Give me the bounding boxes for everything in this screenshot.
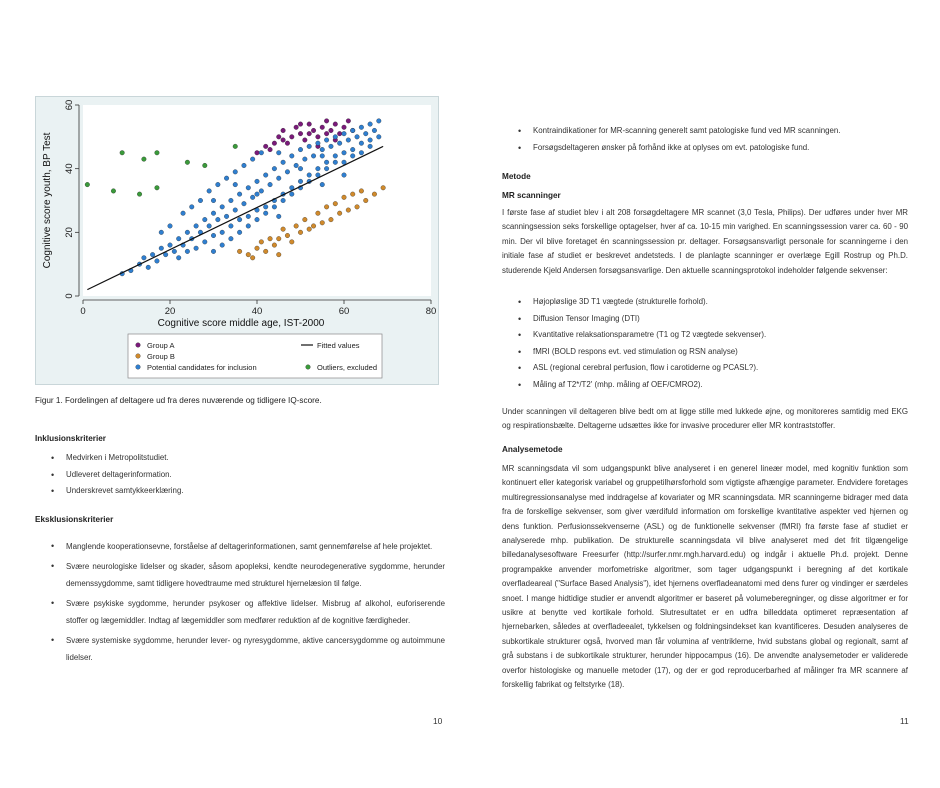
data-point (294, 224, 299, 229)
y-tick-label: 0 (64, 293, 75, 299)
data-point (368, 122, 373, 127)
data-point (363, 131, 368, 136)
chart-legend (128, 334, 382, 378)
data-point (372, 192, 377, 197)
data-point (216, 217, 221, 222)
analysis-heading: Analysemetode (502, 445, 563, 454)
data-point (350, 192, 355, 197)
sequence-item: • ASL (regional cerebral perfusion, flow i carotiderne og PCASL?). (502, 360, 902, 377)
data-point (168, 224, 173, 229)
data-point (329, 217, 334, 222)
data-point (281, 198, 286, 203)
data-point (255, 179, 260, 184)
data-point (333, 122, 338, 127)
exclusion-item: • Svære neurologiske lidelser og skader, såsom apopleksi, kendte neurodegenerative sygdomme, herunder demenssygdomme, samt tidligere hovedtraume med strukturel hjernelæsion til følge. (35, 558, 445, 592)
data-point (250, 157, 255, 162)
legend-label: Fitted values (317, 341, 360, 350)
data-point (263, 211, 268, 216)
x-tick-label: 80 (425, 306, 437, 317)
data-point (237, 192, 242, 197)
data-point (276, 135, 281, 140)
data-point (259, 150, 264, 155)
data-point (333, 160, 338, 165)
data-point (242, 163, 247, 168)
scan-paragraph: Under scanningen vil deltageren blive bedt om at ligge stille med lukkede øjne, og monitoreres samtidig med EKG og respirationsbælte. Deltagerne udsættes ikke for invasive procedurer eller MR kontraststoffer. (502, 407, 908, 431)
method-heading: Metode (502, 172, 531, 181)
data-point (276, 150, 281, 155)
data-point (359, 141, 364, 146)
data-point (298, 122, 303, 127)
data-point (320, 125, 325, 130)
data-point (342, 131, 347, 136)
data-point (211, 211, 216, 216)
data-point (320, 220, 325, 225)
data-point (316, 211, 321, 216)
x-tick-label: 40 (251, 306, 263, 317)
sequence-item: • Kvantitative relaksationsparametre (T1 og T2 vægtede sekvenser). (502, 327, 902, 344)
data-point (246, 185, 251, 190)
data-point (220, 205, 225, 210)
data-point (189, 205, 194, 210)
data-point (250, 195, 255, 200)
data-point (237, 249, 242, 254)
page-number-right: 11 (900, 716, 909, 726)
data-point (298, 166, 303, 171)
data-point (368, 138, 373, 143)
contraindication-item: • Forsøgsdeltageren ønsker på forhånd ikke at oplyses om evt. patologiske fund. (502, 140, 902, 157)
data-point (320, 154, 325, 159)
data-point (337, 141, 342, 146)
data-point (355, 205, 360, 210)
data-point (294, 163, 299, 168)
legend-point-swatch (136, 365, 141, 370)
data-point (272, 166, 277, 171)
data-point (276, 252, 281, 257)
data-point (146, 265, 151, 270)
data-point (137, 192, 142, 197)
data-point (224, 214, 229, 219)
y-tick-label: 60 (64, 99, 75, 111)
data-point (181, 211, 186, 216)
data-point (324, 138, 329, 143)
data-point (194, 246, 199, 251)
data-point (203, 217, 208, 222)
exclusion-heading: Eksklusionskriterier (35, 515, 114, 524)
scatter-chart-svg (36, 97, 438, 384)
scatter-chart (35, 96, 439, 385)
sequence-item: • Højopløslige 3D T1 vægtede (strukturelle forhold). (502, 294, 902, 311)
y-tick-label: 20 (64, 227, 75, 238)
exclusion-list (35, 538, 445, 669)
data-point (363, 198, 368, 203)
data-point (255, 192, 260, 197)
inclusion-item: • Udleveret deltagerinformation. (35, 467, 435, 484)
data-point (211, 198, 216, 203)
data-point (150, 252, 155, 257)
data-point (246, 214, 251, 219)
data-point (298, 230, 303, 235)
legend-point-swatch (306, 365, 311, 370)
data-point (307, 122, 312, 127)
exclusion-item: • Svære systemiske sygdomme, herunder lever- og nyresygdomme, aktive cancersygdomme og autoimmune lidelser. (35, 632, 445, 666)
data-point (142, 157, 147, 162)
data-point (255, 217, 260, 222)
data-point (255, 150, 260, 155)
data-point (359, 125, 364, 130)
data-point (333, 135, 338, 140)
data-point (337, 211, 342, 216)
sequence-item: • Måling af T2*/T2' (mhp. måling af OEF/CMRO2). (502, 377, 902, 394)
sequence-item: • Diffusion Tensor Imaging (DTI) (502, 311, 902, 328)
data-point (207, 224, 212, 229)
exclusion-item: • Manglende kooperationsevne, forståelse af deltagerinformationen, samt gennemførelse af hele projektet. (35, 538, 445, 555)
data-point (324, 131, 329, 136)
figure-caption: Figur 1. Fordelingen af deltagere ud fra deres nuværende og tidligere IQ-score. (35, 396, 322, 405)
data-point (111, 189, 116, 194)
data-point (159, 230, 164, 235)
data-point (311, 224, 316, 229)
plot-area (83, 105, 431, 296)
data-point (303, 217, 308, 222)
data-point (276, 214, 281, 219)
legend-label: Group A (147, 341, 175, 350)
data-point (281, 227, 286, 232)
inclusion-item: • Medvirken i Metropolitstudiet. (35, 450, 435, 467)
data-point (324, 205, 329, 210)
data-point (233, 170, 238, 175)
contraindication-item: • Kontraindikationer for MR-scanning generelt samt patologiske fund ved MR scanningen. (502, 123, 902, 140)
data-point (285, 170, 290, 175)
data-point (185, 160, 190, 165)
data-point (155, 259, 160, 264)
data-point (272, 205, 277, 210)
data-point (255, 246, 260, 251)
x-tick-label: 60 (338, 306, 350, 317)
data-point (329, 128, 334, 133)
data-point (263, 249, 268, 254)
data-point (350, 154, 355, 159)
data-point (207, 189, 212, 194)
data-point (359, 150, 364, 155)
data-point (155, 185, 160, 190)
data-point (298, 131, 303, 136)
data-point (281, 138, 286, 143)
data-point (176, 256, 181, 261)
data-point (263, 173, 268, 178)
data-point (285, 233, 290, 238)
data-point (303, 138, 308, 143)
data-point (342, 173, 347, 178)
plot-background (83, 105, 431, 296)
data-point (242, 201, 247, 206)
data-point (172, 249, 177, 254)
data-point (342, 150, 347, 155)
data-point (246, 224, 251, 229)
data-point (229, 236, 234, 241)
data-point (220, 243, 225, 248)
y-tick-label: 40 (64, 163, 75, 174)
data-point (268, 147, 273, 152)
sequence-item: • fMRI (BOLD respons evt. ved stimulation og RSN analyse) (502, 344, 902, 361)
data-point (290, 135, 295, 140)
data-point (311, 128, 316, 133)
data-point (203, 240, 208, 245)
inclusion-heading: Inklusionskriterier (35, 434, 106, 443)
data-point (159, 246, 164, 251)
inclusion-list (35, 450, 435, 500)
data-point (285, 141, 290, 146)
data-point (185, 249, 190, 254)
inclusion-item: • Underskrevet samtykkeerklæring. (35, 483, 435, 500)
data-point (233, 208, 238, 213)
data-point (237, 230, 242, 235)
data-point (155, 150, 160, 155)
data-point (229, 224, 234, 229)
data-point (320, 147, 325, 152)
data-point (211, 233, 216, 238)
data-point (333, 201, 338, 206)
data-point (316, 166, 321, 171)
data-point (176, 236, 181, 241)
data-point (224, 176, 229, 181)
data-point (203, 163, 208, 168)
data-point (268, 236, 273, 241)
data-point (229, 198, 234, 203)
exclusion-item: • Svære psykiske sygdomme, herunder psykoser og affektive lidelser. Misbrug af alkohol, euforiserende stoffer og lægemiddler. Indtag af lægemiddler som medfører reduktion af de kognitive færdigheder. (35, 595, 445, 629)
page-number-left: 10 (433, 716, 443, 726)
legend-point-swatch (136, 343, 141, 348)
data-point (346, 208, 351, 213)
data-point (259, 240, 264, 245)
data-point (233, 182, 238, 187)
data-point (290, 192, 295, 197)
data-point (316, 141, 321, 146)
data-point (259, 189, 264, 194)
legend-label: Potential candidates for inclusion (147, 363, 257, 372)
data-point (346, 138, 351, 143)
mr-heading: MR scanninger (502, 191, 561, 200)
data-point (216, 182, 221, 187)
data-point (359, 189, 364, 194)
data-point (168, 243, 173, 248)
data-point (337, 131, 342, 136)
data-point (250, 256, 255, 261)
analysis-paragraph: MR scanningsdata vil som udgangspunkt blive analyseret i en generel lineær model, med kognitiv funktion som kontinuert eller kategorisk variabel og gruppetilhørsforhold som vigtigste afhængige parameter. Endvidere foretages multiregressionsanalyse med inddragelse af kovariater og MR scanningsdata. MR scanningerne bidrager med data fra de forskellige sekvenser, som giver værdifuld information om forskellige kvantitative aspekter ved hjernen og dens funktion. Perfusionssekvenserne (ASL) og de funktionelle sekvenser (fMRI) fra første fase af studiet er analyserede mhp. publikation. De strukturelle scanningsdata vil blive analyseret med det frit tilgængelige billedanalysesoftware Freesurfer (http://surfer.nmr.mgh.harvard.edu) og indgår i aktuelle Ph.d. projekt. Denne programpakke anvender morfometriske algoritmer, som tager udgangspunkt i beregning af det kortikale overfladeareal ("Surface Based Analysis"), idet hjernens overfladeanatomi med dens furer og vindinger er særdeles snoet. I mange hidtidige studier er anvendt algoritmer er baseret på volumeberegninger, og disse algoritmer er for usikre at benytte ved kortikale forhold. Slutresultatet er en udfra billeddata optimeret repræsentation af hjernebarken, således at overfladeealet, tykkelsen og foldningsindekset kan kvantificeres. Desuden analyseres de subkortikale strukturer også, hvorved man får volumina af ventriklerne, hvid substans global og regionalt, samt af grå substans i de subkortikale strukturer, herunder hippocampus (16). De anvendte analysemetoder er validerede overfor histologiske og manuelle metoder (17), og der er god reproducerbarhed af målinger fra MR scannere af forskellig fabrikat og feltstyrke (18). (502, 464, 908, 690)
data-point (372, 128, 377, 133)
contraindication-list (502, 123, 902, 156)
data-point (320, 182, 325, 187)
data-point (350, 147, 355, 152)
data-point (307, 227, 312, 232)
right-page (470, 0, 940, 788)
data-point (307, 173, 312, 178)
data-point (272, 141, 277, 146)
data-point (276, 176, 281, 181)
data-point (298, 147, 303, 152)
data-point (268, 182, 273, 187)
data-point (233, 144, 238, 149)
data-point (263, 205, 268, 210)
data-point (324, 160, 329, 165)
data-point (290, 154, 295, 159)
data-point (120, 150, 125, 155)
data-point (85, 182, 90, 187)
data-point (324, 119, 329, 124)
data-point (329, 144, 334, 149)
data-point (220, 230, 225, 235)
data-point (246, 252, 251, 257)
legend-point-swatch (136, 354, 141, 359)
data-point (142, 256, 147, 261)
data-point (377, 119, 382, 124)
y-axis-label: Cognitive score youth, BP Test (42, 132, 53, 269)
data-point (290, 240, 295, 245)
data-point (194, 224, 199, 229)
x-tick-label: 0 (80, 306, 86, 317)
data-point (368, 144, 373, 149)
data-point (185, 230, 190, 235)
legend-label: Group B (147, 352, 175, 361)
x-axis-label: Cognitive score middle age, IST-2000 (157, 318, 325, 329)
data-point (198, 198, 203, 203)
data-point (346, 119, 351, 124)
data-point (350, 128, 355, 133)
data-point (211, 249, 216, 254)
data-point (272, 243, 277, 248)
data-point (342, 195, 347, 200)
data-point (316, 135, 321, 140)
data-point (276, 236, 281, 241)
data-point (281, 160, 286, 165)
x-tick-label: 20 (164, 306, 176, 317)
data-point (307, 131, 312, 136)
data-point (281, 128, 286, 133)
legend-label: Outliers, excluded (317, 363, 378, 372)
data-point (311, 154, 316, 159)
data-point (324, 166, 329, 171)
data-point (381, 185, 386, 190)
data-point (237, 217, 242, 222)
data-point (307, 144, 312, 149)
data-point (377, 135, 382, 140)
data-point (303, 157, 308, 162)
data-point (342, 125, 347, 130)
sequence-list (502, 294, 902, 393)
data-point (355, 135, 360, 140)
data-point (333, 154, 338, 159)
data-point (263, 144, 268, 149)
data-point (298, 179, 303, 184)
data-point (294, 125, 299, 130)
mr-paragraph: I første fase af studiet blev i alt 208 forsøgdeltagere MR scannet (3,0 Tesla, Philips). Der udføres under hver MR scanningsession seks forskellige optagelser, hver af ca. 10-15 min varighed. En scanningssession varer ca. 60 - 90 min. Der vil blive foretaget én scanningssession pr. deltager. Forsøgsansvarligt personale for scanningerne i den initiale fase af studiet er beskrevet andetsteds. I de planlagte scanninger er overlæge Egill Rostrup og Ph.D. studerende Kjeld Andersen forsøgsansvarlige. Den aktuelle scanningsprotokol indeholder følgende sekvenser: (502, 208, 908, 275)
